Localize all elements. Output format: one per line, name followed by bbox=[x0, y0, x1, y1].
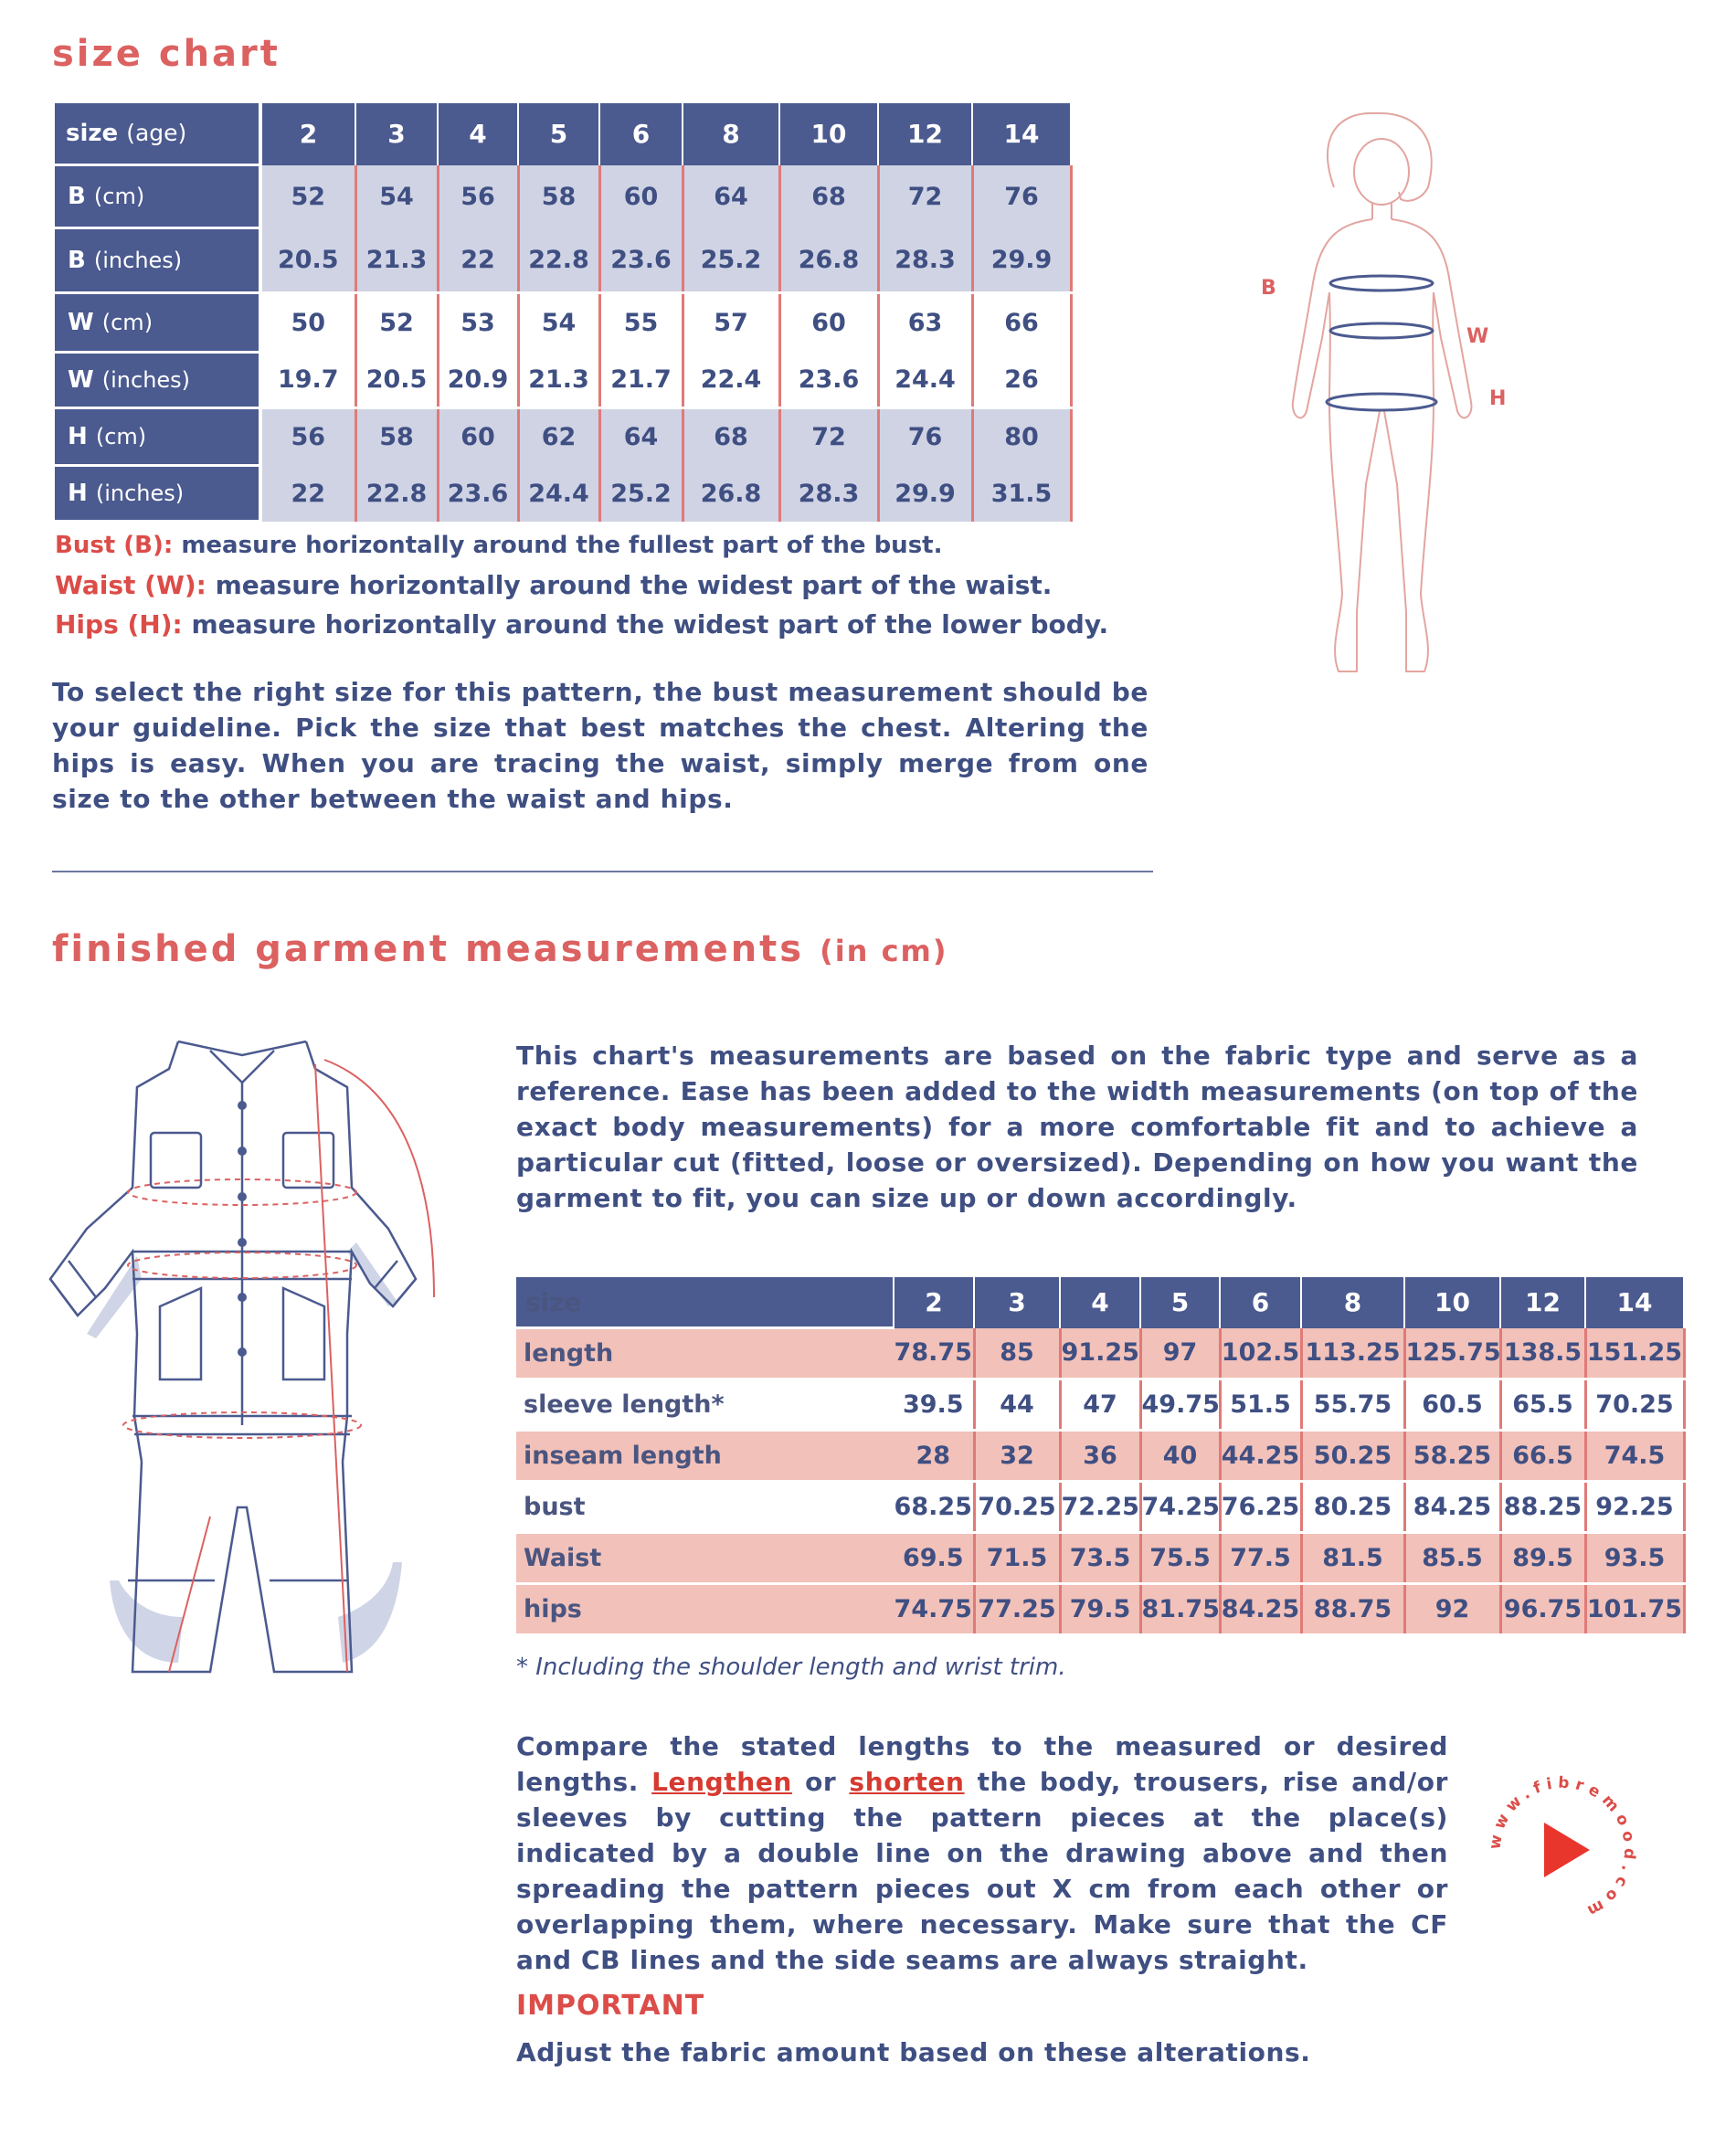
fg-cell: 81.75 bbox=[1140, 1584, 1220, 1635]
fg-cell: 49.75 bbox=[1140, 1379, 1220, 1431]
size-cell: 72 bbox=[878, 165, 972, 228]
fg-cell: 66.5 bbox=[1500, 1431, 1585, 1482]
fg-cell: 77.25 bbox=[974, 1584, 1060, 1635]
fg-cell: 113.25 bbox=[1301, 1328, 1404, 1379]
size-column-header: 6 bbox=[599, 103, 683, 165]
fg-cell: 40 bbox=[1140, 1431, 1220, 1482]
row-unit: (cm) bbox=[95, 424, 147, 449]
legend-text: measure horizontally around the widest part of the waist. bbox=[206, 570, 1053, 600]
size-cell: 28.3 bbox=[878, 228, 972, 293]
fg-size-column-header: 12 bbox=[1500, 1277, 1585, 1328]
fg-cell: 92.25 bbox=[1585, 1482, 1684, 1533]
size-cell: 23.6 bbox=[599, 228, 683, 293]
fg-row bbox=[516, 1431, 1684, 1482]
size-cell: 52 bbox=[355, 293, 438, 353]
legend-term: Bust (B): bbox=[55, 532, 174, 559]
fg-cell: 73.5 bbox=[1060, 1533, 1140, 1584]
size-cell: 50 bbox=[260, 293, 355, 353]
size-row bbox=[55, 353, 1071, 408]
alteration-instructions bbox=[516, 1728, 1448, 1978]
size-cell: 23.6 bbox=[779, 353, 878, 408]
size-cell: 24.4 bbox=[518, 466, 599, 522]
size-header-label bbox=[55, 103, 260, 165]
size-row-label bbox=[55, 165, 260, 228]
fg-cell: 74.75 bbox=[894, 1584, 974, 1635]
size-cell: 28.3 bbox=[779, 466, 878, 522]
fg-cell: 68.25 bbox=[894, 1482, 974, 1533]
size-cell: 68 bbox=[683, 408, 779, 466]
compare-rest-text: the body, trousers, rise and/or sleeves by cutting the pattern pieces at the place(s) indicated by a double line on the drawing above and then spreading the pattern pieces out X cm from each other or overlapping them, where necessary. Make sure that the CF and CB lines and the side seams are always straight. bbox=[516, 1767, 1448, 1975]
fg-size-column-header: 10 bbox=[1404, 1277, 1500, 1328]
size-cell: 22.4 bbox=[683, 353, 779, 408]
fg-cell: 60.5 bbox=[1404, 1379, 1500, 1431]
size-cell: 20.9 bbox=[438, 353, 518, 408]
fg-cell: 84.25 bbox=[1220, 1584, 1301, 1635]
size-cell: 54 bbox=[518, 293, 599, 353]
row-measure: B bbox=[68, 183, 86, 210]
fg-header-label: size bbox=[516, 1277, 894, 1328]
finished-title-unit: (in cm) bbox=[820, 934, 948, 968]
fg-cell: 85 bbox=[974, 1328, 1060, 1379]
size-column-header: 4 bbox=[438, 103, 518, 165]
fg-cell: 81.5 bbox=[1301, 1533, 1404, 1584]
fg-size-column-header: 3 bbox=[974, 1277, 1060, 1328]
fg-row-label: length bbox=[516, 1328, 894, 1379]
compare-lead-text: Compare the stated lengths to the measured or desired lengths. bbox=[516, 1731, 1448, 1797]
size-row bbox=[55, 165, 1071, 228]
row-measure: B bbox=[68, 247, 86, 274]
fg-cell: 55.75 bbox=[1301, 1379, 1404, 1431]
important-heading: IMPORTANT bbox=[516, 1990, 705, 2022]
fg-cell: 70.25 bbox=[974, 1482, 1060, 1533]
size-cell: 29.9 bbox=[878, 466, 972, 522]
size-cell: 22 bbox=[438, 228, 518, 293]
fg-cell: 65.5 bbox=[1500, 1379, 1585, 1431]
fg-cell: 44 bbox=[974, 1379, 1060, 1431]
size-cell: 24.4 bbox=[878, 353, 972, 408]
fg-cell: 74.25 bbox=[1140, 1482, 1220, 1533]
fg-size-column-header: 4 bbox=[1060, 1277, 1140, 1328]
fg-cell: 151.25 bbox=[1585, 1328, 1684, 1379]
size-row-label bbox=[55, 353, 260, 408]
row-measure: H bbox=[68, 423, 88, 450]
row-unit: (cm) bbox=[101, 310, 153, 335]
fg-cell: 76.25 bbox=[1220, 1482, 1301, 1533]
fg-cell: 32 bbox=[974, 1431, 1060, 1482]
size-row bbox=[55, 228, 1071, 293]
fg-size-column-header: 8 bbox=[1301, 1277, 1404, 1328]
row-unit: (inches) bbox=[93, 248, 183, 273]
fg-cell: 71.5 bbox=[974, 1533, 1060, 1584]
legend-text: measure horizontally around the fullest part of the bust. bbox=[173, 532, 943, 559]
fg-cell: 75.5 bbox=[1140, 1533, 1220, 1584]
fg-row bbox=[516, 1379, 1684, 1431]
size-cell: 72 bbox=[779, 408, 878, 466]
hips-label: H bbox=[1489, 387, 1507, 410]
size-column-header: 12 bbox=[878, 103, 972, 165]
size-cell: 26.8 bbox=[779, 228, 878, 293]
legend-line bbox=[55, 565, 1151, 605]
fg-cell: 97 bbox=[1140, 1328, 1220, 1379]
size-cell: 21.3 bbox=[355, 228, 438, 293]
legend-line bbox=[55, 605, 1151, 644]
fg-cell: 138.5 bbox=[1500, 1328, 1585, 1379]
row-measure: W bbox=[68, 309, 94, 336]
jumpsuit-illustration bbox=[32, 1032, 498, 1690]
fg-cell: 39.5 bbox=[894, 1379, 974, 1431]
fg-cell: 77.5 bbox=[1220, 1533, 1301, 1584]
fg-cell: 92 bbox=[1404, 1584, 1500, 1635]
size-cell: 66 bbox=[972, 293, 1071, 353]
fg-cell: 28 bbox=[894, 1431, 974, 1482]
size-cell: 26.8 bbox=[683, 466, 779, 522]
size-cell: 64 bbox=[599, 408, 683, 466]
fg-row bbox=[516, 1482, 1684, 1533]
fg-row-label: hips bbox=[516, 1584, 894, 1635]
size-cell: 56 bbox=[438, 165, 518, 228]
size-cell: 62 bbox=[518, 408, 599, 466]
play-icon bbox=[1544, 1823, 1590, 1877]
fg-cell: 89.5 bbox=[1500, 1533, 1585, 1584]
size-cell: 68 bbox=[779, 165, 878, 228]
size-cell: 54 bbox=[355, 165, 438, 228]
size-cell: 20.5 bbox=[355, 353, 438, 408]
legend-line bbox=[55, 526, 1151, 565]
fg-cell: 51.5 bbox=[1220, 1379, 1301, 1431]
legend-text: measure horizontally around the widest part of the lower body. bbox=[182, 609, 1109, 639]
important-text: Adjust the fabric amount based on these alterations. bbox=[516, 2037, 1311, 2067]
size-row-label bbox=[55, 466, 260, 522]
size-cell: 25.2 bbox=[599, 466, 683, 522]
fg-row bbox=[516, 1584, 1684, 1635]
size-column-header: 8 bbox=[683, 103, 779, 165]
fg-row-label: Waist bbox=[516, 1533, 894, 1584]
size-cell: 31.5 bbox=[972, 466, 1071, 522]
size-column-header: 10 bbox=[779, 103, 878, 165]
fibremood-seal[interactable] bbox=[1480, 1768, 1645, 1932]
size-column-header: 5 bbox=[518, 103, 599, 165]
section-divider bbox=[52, 871, 1153, 872]
size-row-label bbox=[55, 408, 260, 466]
size-cell: 21.7 bbox=[599, 353, 683, 408]
legend-term: Hips (H): bbox=[55, 609, 183, 639]
size-cell: 22.8 bbox=[518, 228, 599, 293]
fg-cell: 93.5 bbox=[1585, 1533, 1684, 1584]
size-header-text: size bbox=[66, 120, 119, 147]
fg-row-label: bust bbox=[516, 1482, 894, 1533]
size-cell: 58 bbox=[518, 165, 599, 228]
size-column-header: 3 bbox=[355, 103, 438, 165]
finished-garment-title bbox=[52, 928, 948, 970]
size-header-suffix: (age) bbox=[126, 120, 187, 146]
size-cell: 19.7 bbox=[260, 353, 355, 408]
fg-cell: 47 bbox=[1060, 1379, 1140, 1431]
fg-row bbox=[516, 1533, 1684, 1584]
size-cell: 26 bbox=[972, 353, 1071, 408]
fg-size-column-header: 2 bbox=[894, 1277, 974, 1328]
size-row bbox=[55, 408, 1071, 466]
row-measure: H bbox=[68, 480, 88, 507]
size-row-label bbox=[55, 228, 260, 293]
fg-cell: 70.25 bbox=[1585, 1379, 1684, 1431]
size-cell: 53 bbox=[438, 293, 518, 353]
size-cell: 58 bbox=[355, 408, 438, 466]
or-text: or bbox=[791, 1767, 850, 1797]
jumpsuit-outline-drawing bbox=[32, 1032, 498, 1690]
fg-cell: 79.5 bbox=[1060, 1584, 1140, 1635]
finished-garment-table bbox=[516, 1277, 1686, 1636]
table-footnote: * Including the shoulder length and wrist trim. bbox=[516, 1654, 1066, 1681]
fg-cell: 125.75 bbox=[1404, 1328, 1500, 1379]
size-chart-table bbox=[55, 103, 1073, 523]
fg-row-label: sleeve length* bbox=[516, 1379, 894, 1431]
size-cell: 60 bbox=[599, 165, 683, 228]
size-guidance-text: To select the right size for this pattern, the bust measurement should be your guideline. Pick the size that best matches the chest. Altering the hips is easy. When you are tracing the waist, simply merge from one size to the other between the waist and hips. bbox=[52, 677, 1149, 814]
fg-cell: 102.5 bbox=[1220, 1328, 1301, 1379]
size-cell: 80 bbox=[972, 408, 1071, 466]
finished-intro-text: This chart's measurements are based on the fabric type and serve as a reference. Ease has been added to the width measurements (on top of the exact body measurements) for a more comfortable fit and to achieve a particular cut (fitted, loose or oversized). Depending on how you want the garment to fit, you can size up or down accordingly. bbox=[516, 1041, 1638, 1213]
size-cell: 63 bbox=[878, 293, 972, 353]
size-cell: 25.2 bbox=[683, 228, 779, 293]
fg-cell: 74.5 bbox=[1585, 1431, 1684, 1482]
size-cell: 76 bbox=[878, 408, 972, 466]
size-cell: 22 bbox=[260, 466, 355, 522]
size-cell: 20.5 bbox=[260, 228, 355, 293]
waist-label: W bbox=[1466, 325, 1489, 348]
size-cell: 29.9 bbox=[972, 228, 1071, 293]
fg-size-column-header: 6 bbox=[1220, 1277, 1301, 1328]
size-row bbox=[55, 293, 1071, 353]
seal-url-text: www.fibremood.com bbox=[1486, 1773, 1639, 1923]
size-cell: 60 bbox=[438, 408, 518, 466]
fg-cell: 85.5 bbox=[1404, 1533, 1500, 1584]
fg-cell: 84.25 bbox=[1404, 1482, 1500, 1533]
fg-cell: 58.25 bbox=[1404, 1431, 1500, 1482]
fg-cell: 44.25 bbox=[1220, 1431, 1301, 1482]
fg-size-column-header: 14 bbox=[1585, 1277, 1684, 1328]
row-unit: (inches) bbox=[101, 367, 191, 393]
fg-row bbox=[516, 1328, 1684, 1379]
fg-cell: 69.5 bbox=[894, 1533, 974, 1584]
size-cell: 22.8 bbox=[355, 466, 438, 522]
measurement-legend bbox=[55, 526, 1151, 644]
row-measure: W bbox=[68, 366, 94, 394]
size-row bbox=[55, 466, 1071, 522]
row-unit: (inches) bbox=[95, 481, 185, 506]
fg-cell: 96.75 bbox=[1500, 1584, 1585, 1635]
row-unit: (cm) bbox=[93, 184, 145, 209]
finished-title-main: finished garment measurements bbox=[52, 928, 805, 970]
size-cell: 23.6 bbox=[438, 466, 518, 522]
body-measurement-figure bbox=[1238, 100, 1540, 685]
size-cell: 76 bbox=[972, 165, 1071, 228]
body-outline-illustration bbox=[1238, 100, 1540, 685]
legend-term: Waist (W): bbox=[55, 570, 206, 600]
shorten-link[interactable]: shorten bbox=[849, 1767, 965, 1797]
fg-cell: 88.75 bbox=[1301, 1584, 1404, 1635]
size-row-label bbox=[55, 293, 260, 353]
size-cell: 52 bbox=[260, 165, 355, 228]
size-cell: 60 bbox=[779, 293, 878, 353]
size-column-header: 2 bbox=[260, 103, 355, 165]
fg-cell: 78.75 bbox=[894, 1328, 974, 1379]
size-cell: 56 bbox=[260, 408, 355, 466]
fg-cell: 72.25 bbox=[1060, 1482, 1140, 1533]
size-column-header: 14 bbox=[972, 103, 1071, 165]
fg-row-label: inseam length bbox=[516, 1431, 894, 1482]
size-chart-title: size chart bbox=[52, 33, 281, 75]
fg-cell: 91.25 bbox=[1060, 1328, 1140, 1379]
size-cell: 64 bbox=[683, 165, 779, 228]
fg-size-column-header: 5 bbox=[1140, 1277, 1220, 1328]
lengthen-link[interactable]: Lengthen bbox=[651, 1767, 792, 1797]
bust-label: B bbox=[1261, 277, 1276, 300]
size-cell: 57 bbox=[683, 293, 779, 353]
size-cell: 21.3 bbox=[518, 353, 599, 408]
fg-cell: 101.75 bbox=[1585, 1584, 1684, 1635]
fg-cell: 80.25 bbox=[1301, 1482, 1404, 1533]
fg-cell: 36 bbox=[1060, 1431, 1140, 1482]
size-cell: 55 bbox=[599, 293, 683, 353]
fg-cell: 50.25 bbox=[1301, 1431, 1404, 1482]
fg-cell: 88.25 bbox=[1500, 1482, 1585, 1533]
